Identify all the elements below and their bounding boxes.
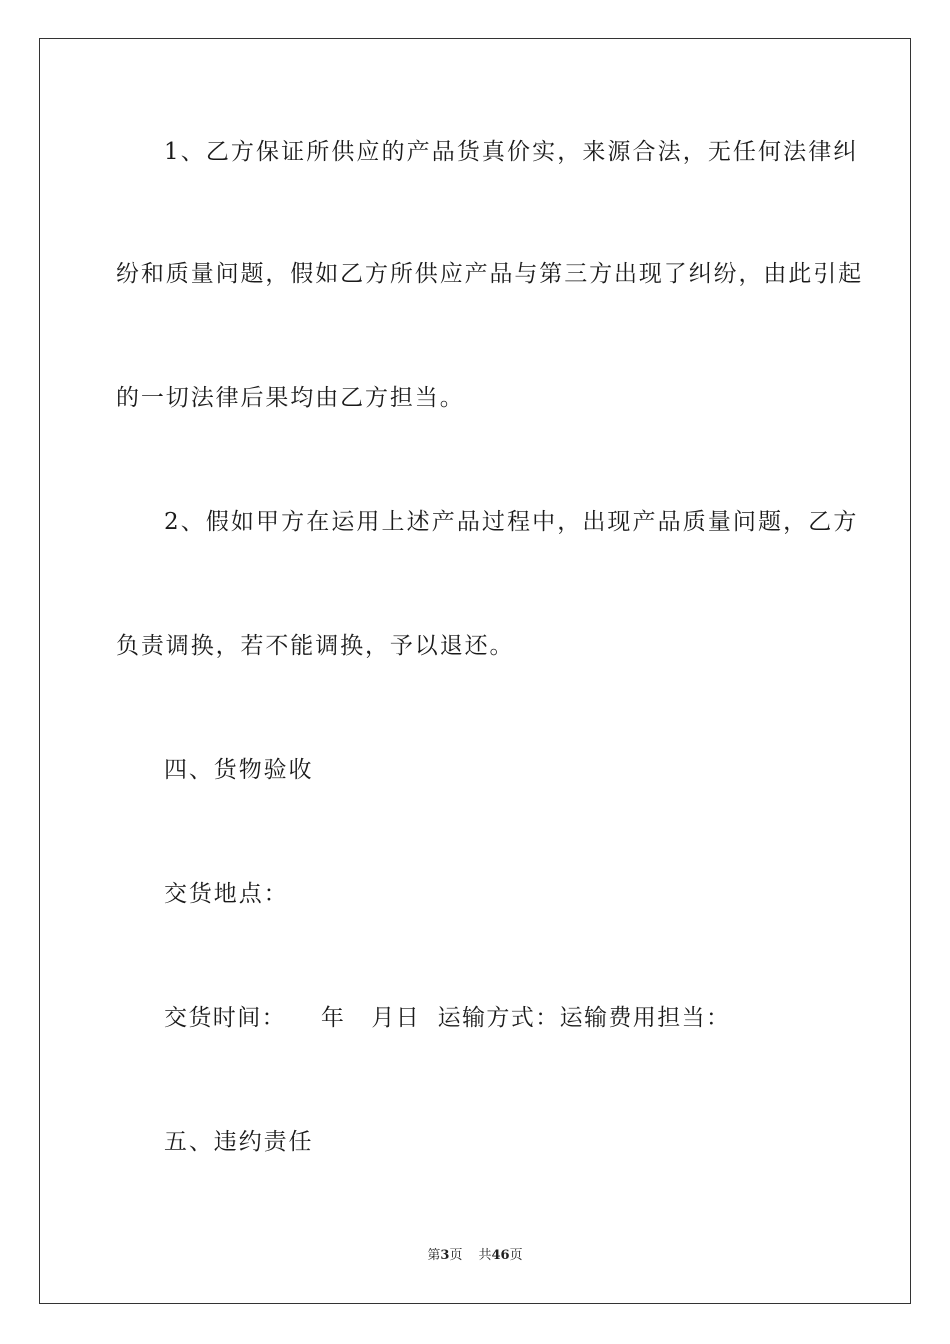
footer-total-prefix: 共: [478, 1248, 492, 1263]
page-border: [39, 38, 911, 1304]
current-page-number: 3: [440, 1248, 450, 1263]
clause-1-line-3: 的一切法律后果均由乙方担当。: [116, 385, 465, 411]
total-pages-number: 46: [491, 1248, 510, 1263]
clause-1-line-1: 1、乙方保证所供应的产品货真价实，来源合法，无任何法律纠: [164, 139, 859, 165]
clause-2-line-1: 2、假如甲方在运用上述产品过程中，出现产品质量问题，乙方: [164, 509, 859, 535]
page-footer: [0, 1247, 950, 1265]
footer-total-suffix: 页: [509, 1248, 523, 1263]
footer-page-suffix: 页: [449, 1248, 463, 1263]
clause-2-line-2: 负责调换，若不能调换，予以退还。: [116, 633, 515, 659]
delivery-location-field: 交货地点：: [164, 881, 289, 907]
clause-1-line-2: 纷和质量问题，假如乙方所供应产品与第三方出现了纠纷，由此引起: [116, 261, 863, 287]
section-heading-liability: 五、违约责任: [164, 1129, 314, 1155]
section-heading-acceptance: 四、货物验收: [164, 757, 314, 783]
delivery-time-field: 交货时间： 年 月日 运输方式：运输费用担当：: [164, 1005, 731, 1031]
footer-prefix: 第: [427, 1248, 441, 1263]
